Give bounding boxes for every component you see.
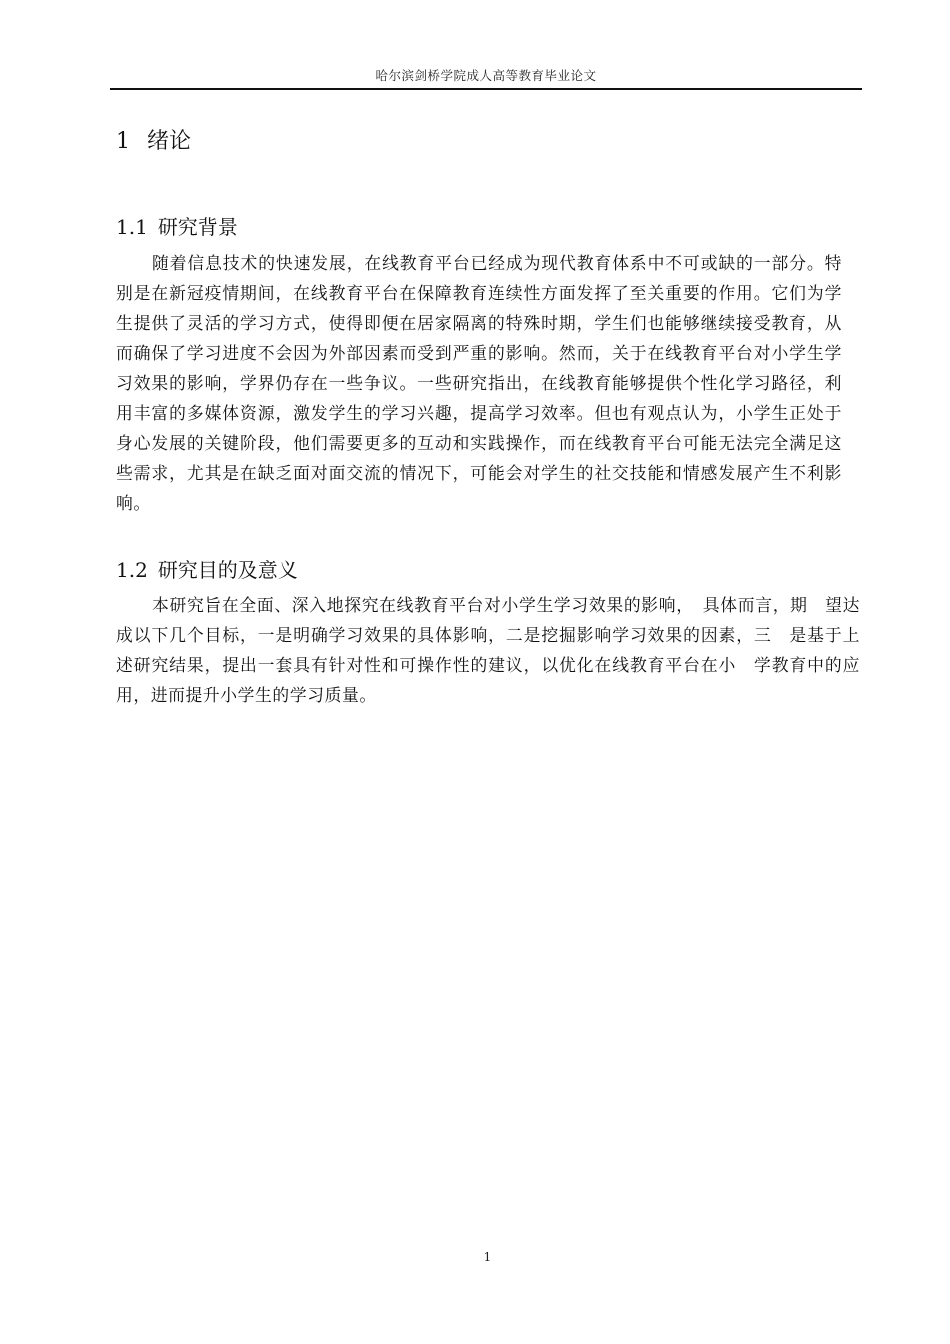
header-rule [110, 88, 862, 90]
chapter-title [116, 124, 191, 155]
chapter-title-text: 绪论 [147, 129, 192, 154]
paragraph-research-purpose: 本研究旨在全面、深入地探究在线教育平台对小学生学习效果的影响， 具体而言，期 望达成以下几个目标，一是明确学习效果的具体影响，二是挖掘影响学习效果的因素，三 是基于上述研究结果，提出一套具有针对性和可操作性的建议，以优化在线教育平台在小 学教育中的应用，进而提升小学生的学习质量。 [116, 595, 860, 705]
section-number: 1.1 [116, 215, 148, 239]
section-number: 1.2 [116, 558, 148, 582]
section-title-research-background [116, 211, 238, 240]
page-number: 1 [483, 1250, 492, 1264]
section-title-text: 研究目的及意义 [157, 558, 298, 582]
chapter-number: 1 [116, 129, 130, 154]
section-title-research-purpose [116, 554, 298, 583]
section-title-text: 研究背景 [157, 215, 238, 239]
running-header: 哈尔滨剑桥学院成人高等教育毕业论文 [375, 68, 597, 83]
paragraph-research-background: 随着信息技术的快速发展，在线教育平台已经成为现代教育体系中不可或缺的一部分。特别是在新冠疫情期间，在线教育平台在保障教育连续性方面发挥了至关重要的作用。它们为学生提供了灵活的学习方式，使得即便在居家隔离的特殊时期，学生们也能够继续接受教育，从而确保了学习进度不会因为外部因素而受到严重的影响。然而，关于在线教育平台对小学生学习效果的影响，学界仍存在一些争议。一些研究指出，在线教育能够提供个性化学习路径，利用丰富的多媒体资源，激发学生的学习兴趣，提高学习效率。但也有观点认为，小学生正处于身心发展的关键阶段，他们需要更多的互动和实践操作，而在线教育平台可能无法完全满足这些需求，尤其是在缺乏面对面交流的情况下，可能会对学生的社交技能和情感发展产生不利影响。 [116, 253, 842, 513]
